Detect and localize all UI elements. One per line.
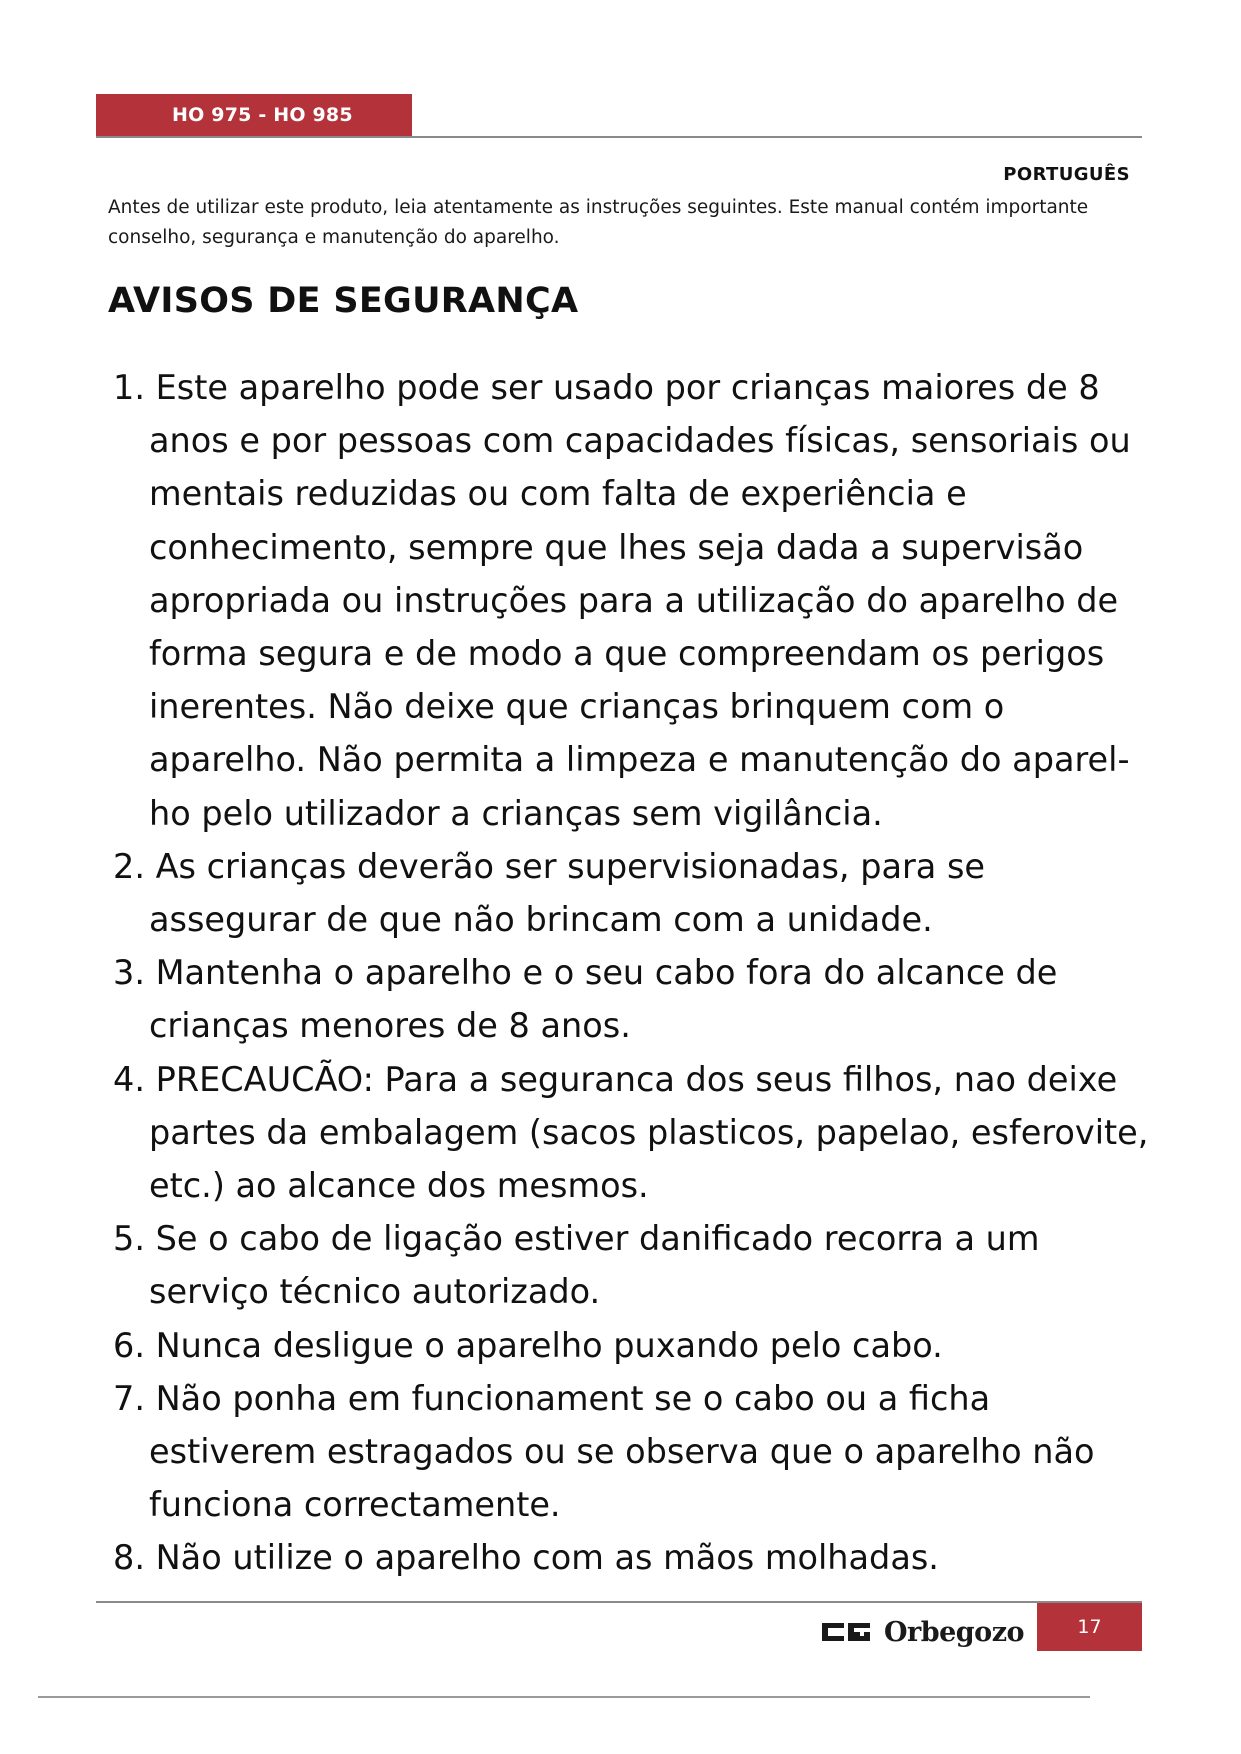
footer-divider	[96, 1601, 1142, 1603]
orbegozo-logo-icon	[822, 1621, 870, 1643]
warning-item-2: 2. As crianças deverão ser supervisionadas, para se assegurar de que não brincam com a unidade.	[113, 846, 986, 940]
model-label: HO 975 - HO 985	[172, 104, 353, 126]
language-label: PORTUGUÊS	[1003, 164, 1130, 185]
warning-item-1: 1. Este aparelho pode ser usado por crianças maiores de 8 anos e por pessoas com capacidades físicas, sensoriais ou mentais reduzidas ou com falta de experiência e conhecimento, sempre que lhes seja dada a supervisão apropriada ou instruções para a utilização do aparelho de forma segura e de modo a que compreendam os perigos inerentes. Não deixe que crianças brinquem com o aparelho. Não permita a limpeza e manutenção do aparel-ho pelo utilizador a crianças sem vigilância.	[113, 368, 1131, 833]
page-number: 17	[1037, 1603, 1142, 1651]
page-bottom-rule	[38, 1696, 1090, 1698]
section-title: AVISOS DE SEGURANÇA	[108, 281, 579, 321]
safety-warnings-list	[113, 361, 1153, 1585]
brand-logo	[822, 1612, 1038, 1652]
warning-item-3: 3. Mantenha o aparelho e o seu cabo fora do alcance de crianças menores de 8 anos.	[113, 953, 1058, 1046]
warning-item-5: 5. Se o cabo de ligação estiver danificado recorra a um serviço técnico autorizado.	[113, 1219, 1040, 1312]
warning-item-8: 8. Não utilize o aparelho com as mãos molhadas.	[113, 1538, 939, 1578]
brand-name: Orbegozo	[884, 1616, 1025, 1648]
intro-paragraph: Antes de utilizar este produto, leia atentamente as instruções seguintes. Este manual contém importante conselho, segurança e manutenção do aparelho.	[108, 197, 1089, 248]
model-header-tab	[96, 94, 412, 136]
warning-item-7: 7. Não ponha em funcionament se o cabo ou a ficha estiverem estragados ou se observa que o aparelho não funciona correctamente.	[113, 1378, 1095, 1525]
header-divider	[96, 136, 1142, 138]
warning-item-4: 4. PRECAUCÃO: Para a seguranca dos seus filhos, nao deixe partes da embalagem (sacos plasticos, papelao, esferovite, etc.) ao alcance dos mesmos.	[113, 1059, 1149, 1206]
warning-item-6: 6. Nunca desligue o aparelho puxando pelo cabo.	[113, 1325, 943, 1365]
